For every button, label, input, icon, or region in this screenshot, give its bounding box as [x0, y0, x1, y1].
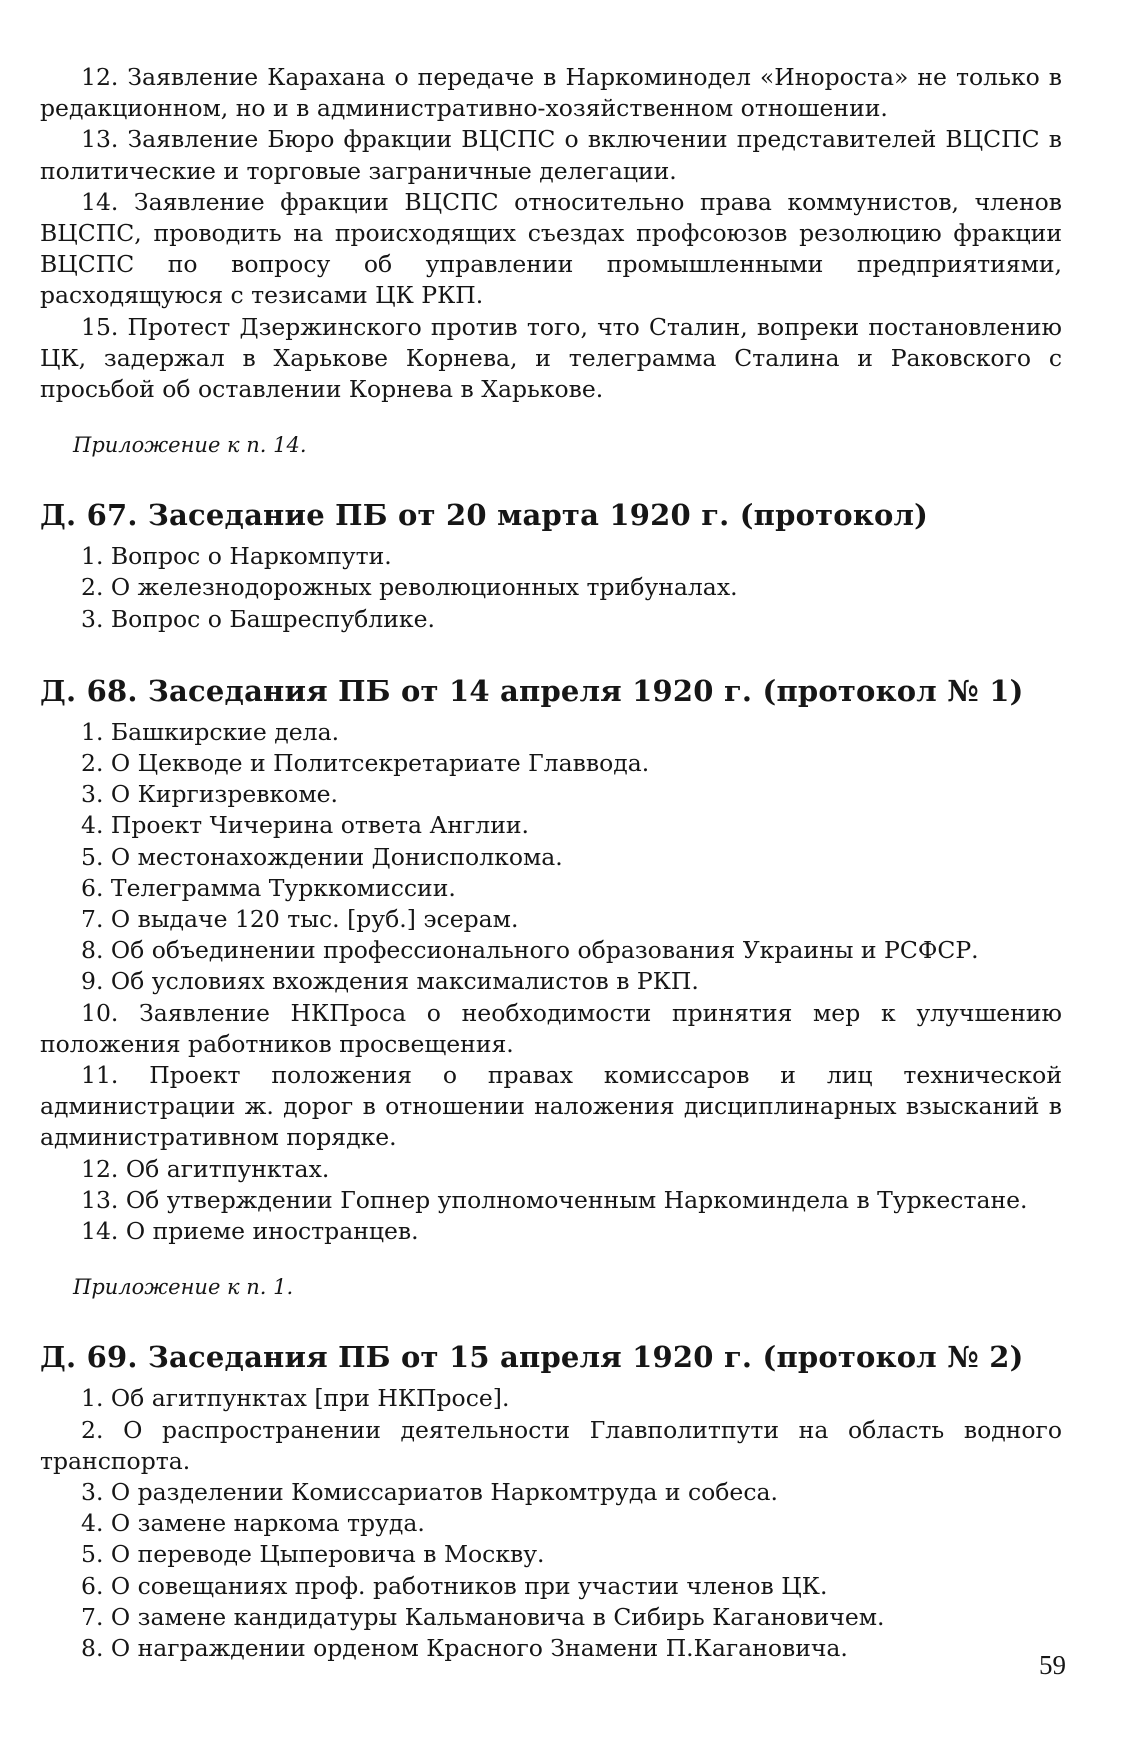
- section-heading: Д. 68. Заседания ПБ от 14 апреля 1920 г. (протокол № 1): [40, 673, 1024, 708]
- list-item: 8. Об объединении профессионального образования Украины и РСФСР.: [81, 936, 979, 965]
- list-item: 1. Об агитпунктах [при НКПросе].: [81, 1384, 510, 1413]
- list-item: 6. О совещаниях проф. работников при участии членов ЦК.: [81, 1571, 828, 1600]
- list-item: 8. О награждении орденом Красного Знамени П.Кагановича.: [81, 1633, 848, 1662]
- list-item: 7. О выдаче 120 тыс. [руб.] эсерам.: [81, 905, 519, 934]
- list-item: 11. Проект положения о правах комиссаров и лиц технической администрации ж. дорог в отношении наложения дисциплинарных взысканий в административном порядке.: [40, 1061, 1062, 1152]
- agenda-list: [40, 1383, 1062, 1664]
- list-item: 13. Заявление Бюро фракции ВЦСПС о включении представителей ВЦСПС в политические и торговые заграничные делегации.: [40, 125, 1062, 185]
- list-item: 6. Телеграмма Турккомиссии.: [81, 873, 456, 902]
- page-number: 59: [1039, 1650, 1066, 1680]
- list-item: 13. Об утверждении Гопнер уполномоченным Наркоминдела в Туркестане.: [81, 1185, 1028, 1214]
- list-item: 1. Вопрос о Наркомпути.: [81, 542, 392, 571]
- list-item: 3. О Киргизревкоме.: [81, 780, 338, 809]
- section-d68: [40, 673, 1062, 1301]
- list-item: 3. О разделении Комиссариатов Наркомтруда и собеса.: [81, 1477, 778, 1506]
- list-item: 14. О приеме иностранцев.: [81, 1217, 419, 1246]
- section-d67: [40, 497, 1062, 635]
- list-item: 3. Вопрос о Башреспублике.: [81, 604, 435, 633]
- appendix-note: Приложение к п. 1.: [73, 1275, 294, 1300]
- list-item: 4. Проект Чичерина ответа Англии.: [81, 811, 530, 840]
- list-item: 10. Заявление НКПроса о необходимости принятия мер к улучшению положения работников просвещения.: [40, 998, 1062, 1058]
- list-item: 2. О распространении деятельности Главполитпути на область водного транспорта.: [40, 1415, 1062, 1475]
- appendix-note: Приложение к п. 14.: [73, 433, 307, 458]
- list-item: 15. Протест Дзержинского против того, что Сталин, вопреки постановлению ЦК, задержал в Харькове Корнева, и телеграмма Сталина и Раковского с просьбой об оставлении Корнева в Харькове.: [40, 312, 1062, 404]
- list-item: 5. О местонахождении Донисполкома.: [81, 842, 563, 871]
- list-item: 1. Башкирские дела.: [81, 717, 340, 746]
- section-heading: Д. 69. Заседания ПБ от 15 апреля 1920 г. (протокол № 2): [40, 1340, 1024, 1375]
- section-d69: [40, 1339, 1062, 1664]
- list-item: 7. О замене кандидатуры Кальмановича в Сибирь Кагановичем.: [81, 1602, 885, 1631]
- list-item: 2. О железнодорожных революционных трибуналах.: [81, 573, 738, 602]
- list-item: 2. О Цекводе и Политсекретариате Главвода.: [81, 749, 650, 778]
- list-item: 9. Об условиях вхождения максималистов в РКП.: [81, 967, 699, 996]
- list-item: 12. Об агитпунктах.: [81, 1154, 330, 1183]
- list-item: 14. Заявление фракции ВЦСПС относительно права коммунистов, членов ВЦСПС, проводить на происходящих съездах профсоюзов резолюцию фракции ВЦСПС по вопросу об управлении промышленными предприятиями, расходящуюся с тезисами ЦК РКП.: [40, 187, 1062, 310]
- top-item-list: [40, 62, 1062, 405]
- agenda-list: [40, 717, 1062, 1247]
- section-heading: Д. 67. Заседание ПБ от 20 марта 1920 г. (протокол): [40, 498, 929, 533]
- document-page: [40, 62, 1062, 1664]
- agenda-list: [40, 541, 1062, 635]
- list-item: 12. Заявление Карахана о передаче в Наркоминодел «Инороста» не только в редакционном, но и в административно-хозяйственном отношении.: [40, 63, 1062, 123]
- list-item: 5. О переводе Цыперовича в Москву.: [81, 1540, 545, 1569]
- list-item: 4. О замене наркома труда.: [81, 1509, 425, 1538]
